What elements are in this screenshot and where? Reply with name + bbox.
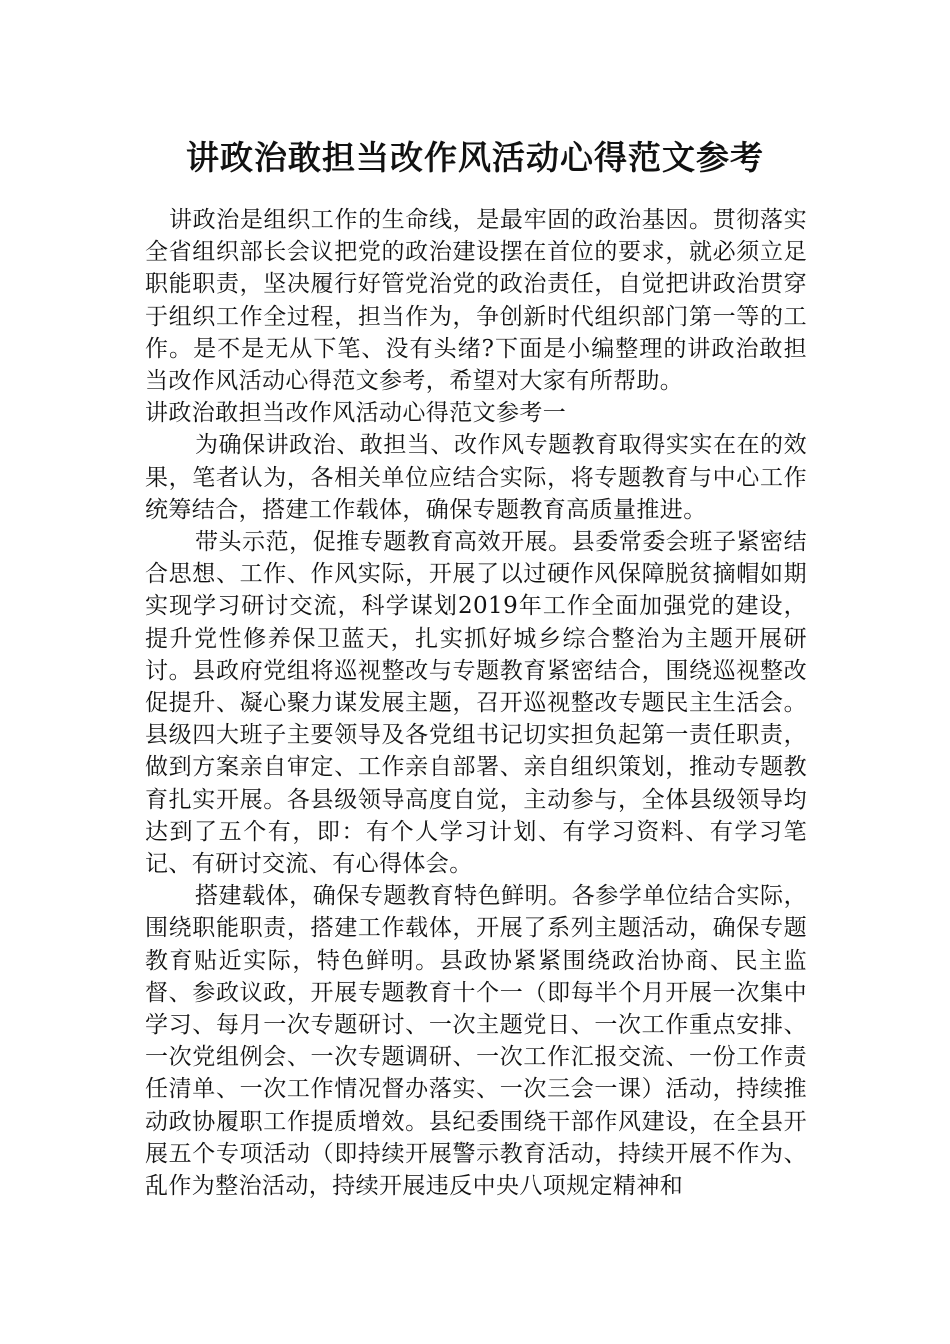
document-body	[145, 204, 807, 1202]
body-paragraph: 带头示范，促推专题教育高效开展。县委常委会班子紧密结合思想、工作、作风实际，开展了以过硬作风保障脱贫摘帽如期实现学习研讨交流，科学谋划2019年工作全面加强党的建设，提升党性修养保卫蓝天，扎实抓好城乡综合整治为主题开展研讨。县政府党组将巡视整改与专题教育紧密结合，围绕巡视整改促提升、凝心聚力谋发展主题，召开巡视整改专题民主生活会。县级四大班子主要领导及各党组书记切实担负起第一责任职责，做到方案亲自审定、工作亲自部署、亲自组织策划，推动专题教育扎实开展。各县级领导高度自觉，主动参与，全体县级领导均达到了五个有，即：有个人学习计划、有学习资料、有学习笔记、有研讨交流、有心得体会。	[145, 529, 807, 878]
body-paragraph: 为确保讲政治、敢担当、改作风专题教育取得实实在在的效果，笔者认为，各相关单位应结合实际，将专题教育与中心工作统筹结合，搭建工作载体，确保专题教育高质量推进。	[145, 432, 807, 523]
intro-paragraph: 讲政治是组织工作的生命线，是最牢固的政治基因。贯彻落实全省组织部长会议把党的政治建设摆在首位的要求，就必须立足职能职责，坚决履行好管党治党的政治责任，自觉把讲政治贯穿于组织工作全过程，担当作为，争创新时代组织部门第一等的工作。是不是无从下笔、没有头绪?下面是小编整理的讲政治敢担当改作风活动心得范文参考，希望对大家有所帮助。	[145, 207, 807, 395]
document-title: 讲政治敢担当改作风活动心得范文参考	[186, 138, 764, 177]
section-heading: 讲政治敢担当改作风活动心得范文参考一	[145, 400, 567, 427]
body-paragraph: 搭建载体，确保专题教育特色鲜明。各参学单位结合实际，围绕职能职责，搭建工作载体，开展了系列主题活动，确保专题教育贴近实际，特色鲜明。县政协紧紧围绕政治协商、民主监督、参政议政，开展专题教育十个一（即每半个月开展一次集中学习、每月一次专题研讨、一次主题党日、一次工作重点安排、一次党组例会、一次专题调研、一次工作汇报交流、一份工作责任清单、一次工作情况督办落实、一次三会一课）活动，持续推动政协履职工作提质增效。县纪委围绕干部作风建设，在全县开展五个专项活动（即持续开展警示教育活动，持续开展不作为、乱作为整治活动，持续开展违反中央八项规定精神和	[145, 883, 807, 1200]
